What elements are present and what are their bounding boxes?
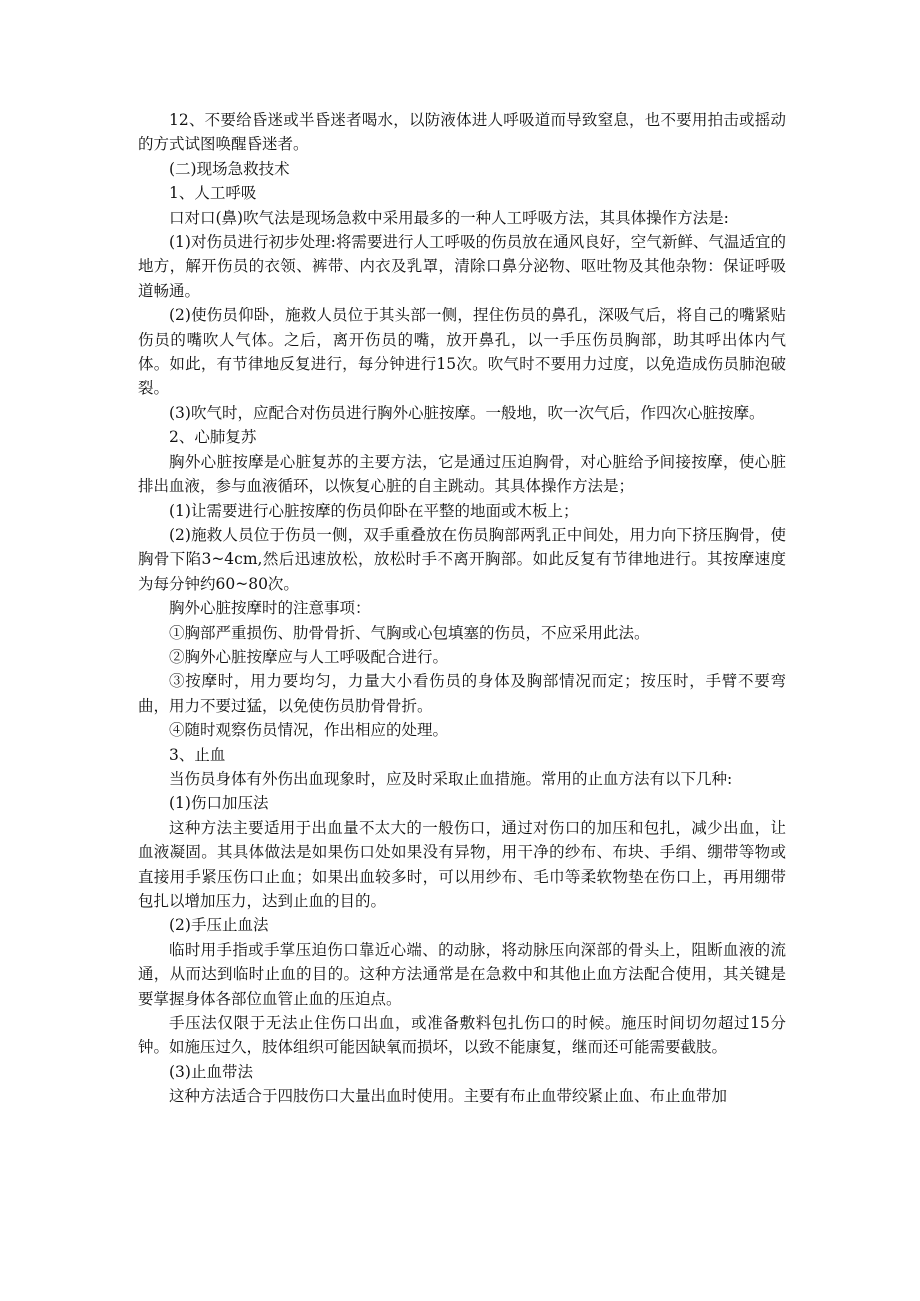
heading-cpr: 2、心肺复苏: [169, 428, 257, 447]
paragraph-mouth-to-mouth-intro: 口对口(鼻)吹气法是现场急救中采用最多的一种人工呼吸方法，其具体操作方法是:: [169, 208, 729, 227]
document-body: [138, 108, 786, 1109]
heading-onsite-first-aid: (二)现场急救技术: [169, 159, 290, 178]
paragraph-cpr-step-1: (1)让需要进行心脏按摩的伤员仰卧在平整的地面或木板上；: [169, 501, 579, 520]
paragraph-cpr-note-2: ②胸外心脏按摩应与人工呼吸配合进行。: [169, 647, 449, 666]
paragraph-respiration-step-2: (2)使伤员仰卧，施救人员位于其头部一侧，捏住伤员的鼻孔，深吸气后，将自己的嘴紧贴伤员的嘴吹人气体。之后，离开伤员的嘴，放开鼻孔，以一手压伤员胸部，助其呼出体内气体。如此，有节律地反复进行，每分钟进行15次。吹气时不要用力过度，以免造成伤员肺泡破裂。: [138, 306, 786, 398]
heading-artificial-respiration: 1、人工呼吸: [169, 184, 257, 203]
paragraph-hand-pressure-1: 临时用手指或手掌压迫伤口靠近心端、的动脉，将动脉压向深部的骨头上，阻断血液的流通，从而达到临时止血的目的。这种方法通常是在急救中和其他止血方法配合使用，其关键是要掌握身体各部位血管止血的压迫点。: [138, 940, 786, 1008]
heading-tourniquet-method: (3)止血带法: [169, 1062, 253, 1081]
paragraph-cpr-step-2: (2)施救人员位于伤员一侧，双手重叠放在伤员胸部两乳正中间处，用力向下挤压胸骨，使胸骨下陷3~4cm,然后迅速放松，放松时手不离开胸部。如此反复有节律地进行。其按摩速度为每分钟约60~80次。: [138, 525, 786, 593]
paragraph-respiration-step-1: (1)对伤员进行初步处理:将需要进行人工呼吸的伤员放在通风良好，空气新鲜、气温适宜的地方，解开伤员的衣领、裤带、内衣及乳罩，清除口鼻分泌物、呕吐物及其他杂物：保证呼吸道畅通。: [138, 233, 786, 300]
heading-pressure-method: (1)伤口加压法: [169, 794, 269, 813]
paragraph-tourniquet-method: 这种方法适合于四肢伤口大量出血时使用。主要有布止血带绞紧止血、布止血带加: [169, 1087, 728, 1106]
heading-hemostasis: 3、止血: [169, 745, 226, 764]
paragraph-hand-pressure-2: 手压法仅限于无法止住伤口出血，或准备敷料包扎伤口的时候。施压时间切勿超过15分钟。如施压过久，肢体组织可能因缺氧而损坏，以致不能康复，继而还可能需要截肢。: [138, 1014, 786, 1057]
paragraph-hemostasis-intro: 当伤员身体有外伤出血现象时，应及时采取止血措施。常用的止血方法有以下几种:: [169, 769, 733, 788]
paragraph-respiration-step-3: (3)吹气时，应配合对伤员进行胸外心脏按摩。一般地，吹一次气后，作四次心脏按摩。: [169, 403, 765, 422]
paragraph-cpr-note-3: ③按摩时，用力要均匀，力量大小看伤员的身体及胸部情况而定；按压时，手臂不要弯曲，用力不要过猛，以免使伤员肋骨骨折。: [138, 672, 786, 715]
heading-hand-pressure-method: (2)手压止血法: [169, 916, 269, 935]
paragraph-pressure-method: 这种方法主要适用于出血量不太大的一般伤口，通过对伤口的加压和包扎，减少出血，让血液凝固。其具体做法是如果伤口处如果没有异物，用干净的纱布、布块、手绢、绷带等物或直接用手紧压伤口止血；如果出血较多时，可以用纱布、毛巾等柔软物垫在伤口上，再用绷带包扎以增加压力，达到止血的目的。: [138, 818, 786, 910]
paragraph-cpr-note-1: ①胸部严重损伤、肋骨骨折、气胸或心包填塞的伤员，不应采用此法。: [169, 623, 650, 642]
paragraph-cpr-notes-title: 胸外心脏按摩时的注意事项：: [169, 599, 371, 618]
paragraph-cpr-intro: 胸外心脏按摩是心脏复苏的主要方法，它是通过压迫胸骨，对心脏给予间接按摩，使心脏排出血液，参与血液循环，以恢复心脏的自主跳动。其具体操作方法是；: [138, 452, 786, 496]
paragraph-no-water-unconscious: 12、不要给昏迷或半昏迷者喝水，以防液体进人呼吸道而导致窒息，也不要用拍击或摇动的方式试图唤醒昏迷者。: [138, 111, 786, 154]
paragraph-cpr-note-4: ④随时观察伤员情况，作出相应的处理。: [169, 721, 449, 740]
